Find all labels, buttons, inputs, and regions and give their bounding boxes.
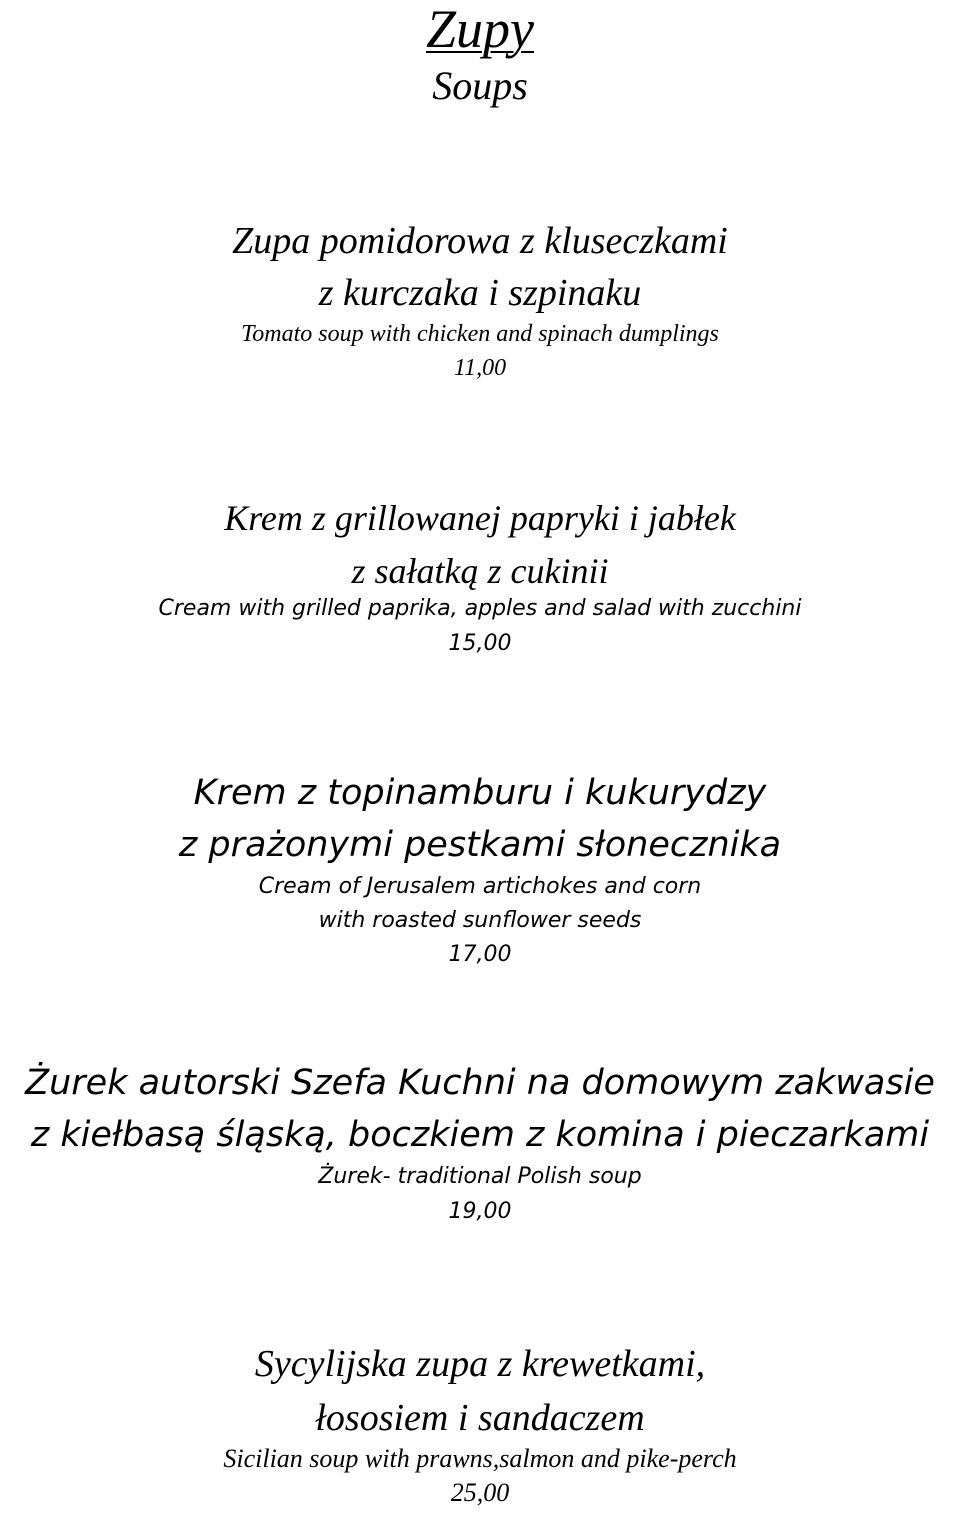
dish-name-line: Sycylijska zupa z krewetkami, (254, 1343, 706, 1385)
dish-name-line: Krem z grillowanej papryki i jabłek (224, 498, 736, 538)
dish-name-line: z prażonymi pestkami słonecznika (178, 825, 782, 865)
dish-english-description: Cream of Jerusalem artichokes and corn (258, 874, 702, 899)
dish-english-description: Cream with grilled paprika, apples and salad with zucchini (158, 596, 802, 621)
dish-name-line: z kurczaka i szpinaku (318, 272, 642, 314)
dish-english-description: Tomato soup with chicken and spinach dumplings (241, 321, 719, 347)
dish-price: 17,00 (448, 942, 512, 967)
dish-price: 19,00 (448, 1199, 512, 1224)
dish-name-line: z sałatką z cukinii (351, 551, 609, 591)
dish-price: 15,00 (448, 631, 512, 656)
dish-name-line: Krem z topinamburu i kukurydzy (193, 773, 767, 813)
dish-name-line: łososiem i sandaczem (315, 1397, 645, 1439)
page-title: Zupy (426, 0, 534, 59)
page-subtitle: Soups (432, 63, 528, 108)
dish-name-line: z kiełbasą śląską, boczkiem z komina i pieczarkami (30, 1115, 930, 1155)
dish-price: 11,00 (453, 355, 507, 381)
dish-english-description: with roasted sunflower seeds (318, 908, 642, 933)
dish-english-description: Żurek- traditional Polish soup (318, 1164, 642, 1189)
dish-english-description: Sicilian soup with prawns,salmon and pike-perch (223, 1444, 737, 1473)
dish-name-line: Zupa pomidorowa z kluseczkami (232, 220, 728, 262)
dish-name-line: Żurek autorski Szefa Kuchni na domowym zakwasie (25, 1063, 935, 1103)
dish-price: 25,00 (450, 1478, 510, 1507)
